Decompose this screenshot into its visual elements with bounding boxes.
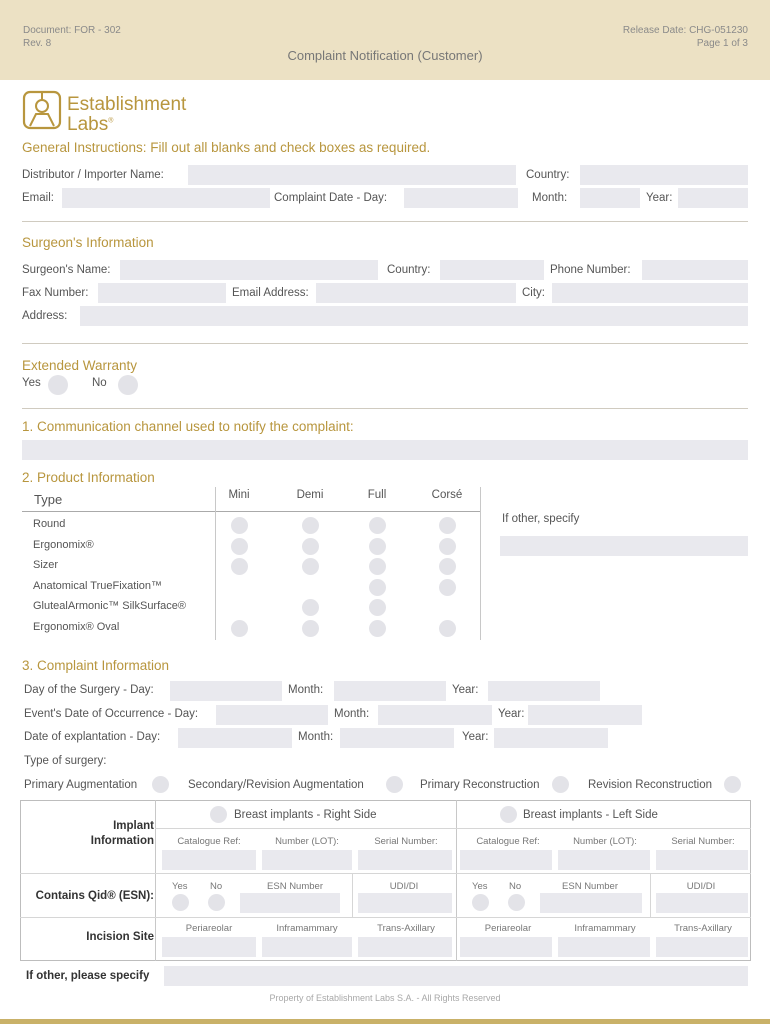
logo-text: Establishment <box>67 94 187 115</box>
explant-day-label: Date of explantation - Day: <box>24 731 161 743</box>
product-option-radio[interactable] <box>439 579 456 596</box>
explant-year-label: Year: <box>462 731 489 743</box>
right-catalogue-label: Catalogue Ref: <box>177 836 241 847</box>
surgeon-country-label: Country: <box>387 264 431 276</box>
right-periareolar-label: Periareolar <box>185 923 233 934</box>
explant-month-label: Month: <box>298 731 334 743</box>
surgery-type-revision-aug-label: Secondary/Revision Augmentation <box>188 779 364 791</box>
surgeon-email-label: Email Address: <box>232 287 309 299</box>
explant-month-field[interactable] <box>340 728 454 748</box>
product-table-vline <box>215 487 216 640</box>
left-esn-field[interactable] <box>540 893 642 913</box>
surgery-day-field[interactable] <box>170 681 282 701</box>
product-col-header: Full <box>367 489 387 501</box>
product-option-radio[interactable] <box>302 538 319 555</box>
product-other-field[interactable] <box>500 536 748 556</box>
right-esn-field[interactable] <box>240 893 340 913</box>
right-udi-field[interactable] <box>358 893 452 913</box>
right-inframammary-label: Inframammary <box>276 923 338 934</box>
right-side-radio[interactable] <box>210 806 227 823</box>
product-option-radio[interactable] <box>302 517 319 534</box>
surgery-month-label: Month: <box>288 684 324 696</box>
product-row-label: Anatomical TrueFixation™ <box>33 580 162 592</box>
product-option-radio[interactable] <box>302 620 319 637</box>
left-transaxillary-label: Trans-Axillary <box>674 923 732 934</box>
right-transaxillary-field[interactable] <box>358 937 452 957</box>
warranty-yes-label: Yes <box>22 377 41 389</box>
channel-field[interactable] <box>22 440 748 460</box>
surgery-year-label: Year: <box>452 684 479 696</box>
email-label: Email: <box>22 192 54 204</box>
city-label: City: <box>522 287 545 299</box>
distributor-field[interactable] <box>188 165 516 185</box>
product-option-radio[interactable] <box>302 558 319 575</box>
footer-text: Property of Establishment Labs S.A. - All Rights Reserved <box>269 993 501 1003</box>
right-transaxillary-label: Trans-Axillary <box>377 923 435 934</box>
surgery-year-field[interactable] <box>488 681 600 701</box>
general-instructions: General Instructions: Fill out all blanks and check boxes as required. <box>22 140 431 155</box>
complaint-month-field[interactable] <box>580 188 640 208</box>
complaint-year-label: Year: <box>646 192 673 204</box>
explant-day-field[interactable] <box>178 728 292 748</box>
surgeon-country-field[interactable] <box>440 260 544 280</box>
left-catalogue-label: Catalogue Ref: <box>476 836 540 847</box>
surgery-type-primary-aug-radio[interactable] <box>152 776 169 793</box>
address-label: Address: <box>22 310 68 322</box>
product-option-radio[interactable] <box>369 579 386 596</box>
complaint-section-title: 3. Complaint Information <box>22 658 170 673</box>
doc-revision: Rev. 8 <box>23 38 52 49</box>
product-row-label: Ergonomix® <box>33 539 94 551</box>
surgery-month-field[interactable] <box>334 681 446 701</box>
product-option-radio[interactable] <box>231 620 248 637</box>
left-side-radio[interactable] <box>500 806 517 823</box>
right-periareolar-field[interactable] <box>162 937 256 957</box>
warranty-section-title: Extended Warranty <box>22 358 138 373</box>
implant-table-vline <box>650 874 651 917</box>
product-col-header: Demi <box>296 489 324 501</box>
doc-number: Document: FOR - 302 <box>23 25 121 36</box>
event-month-label: Month: <box>334 708 370 720</box>
left-qid-yes-radio[interactable] <box>472 894 489 911</box>
implant-table-line <box>20 917 751 918</box>
right-inframammary-field[interactable] <box>262 937 352 957</box>
right-qid-no-label: No <box>210 881 223 892</box>
product-option-radio[interactable] <box>369 538 386 555</box>
warranty-no-label: No <box>92 377 107 389</box>
divider <box>22 221 748 222</box>
right-side-label: Breast implants - Right Side <box>234 809 377 821</box>
product-option-radio[interactable] <box>369 558 386 575</box>
product-table-header-line <box>22 511 480 512</box>
implant-table-vline <box>352 874 353 917</box>
left-lot-label: Number (LOT): <box>573 836 637 847</box>
product-col-header: Mini <box>228 489 250 501</box>
city-field[interactable] <box>552 283 748 303</box>
product-row-label: Ergonomix® Oval <box>33 621 120 633</box>
implant-info-label: Implant Information <box>90 820 154 847</box>
right-qid-no-radio[interactable] <box>208 894 225 911</box>
complaint-day-label: Complaint Date - Day: <box>274 192 388 204</box>
event-month-field[interactable] <box>378 705 492 725</box>
implant-other-field[interactable] <box>164 966 748 986</box>
qid-label: Contains Qid® (ESN): <box>35 890 154 902</box>
product-row-label: GlutealArmonic™ SilkSurface® <box>33 600 186 612</box>
product-option-radio[interactable] <box>439 517 456 534</box>
surgeon-email-field[interactable] <box>316 283 516 303</box>
left-esn-label: ESN Number <box>562 881 618 892</box>
left-qid-no-radio[interactable] <box>508 894 525 911</box>
product-option-radio[interactable] <box>231 517 248 534</box>
country-field[interactable] <box>580 165 748 185</box>
product-option-radio[interactable] <box>439 620 456 637</box>
surgeon-section-title: Surgeon's Information <box>22 235 154 250</box>
right-catalogue-field[interactable] <box>162 850 256 870</box>
surgery-type-primary-recon-radio[interactable] <box>552 776 569 793</box>
footer-bar <box>0 1019 770 1024</box>
incision-label: Incision Site <box>86 931 154 943</box>
product-row-label: Round <box>33 518 66 530</box>
event-year-label: Year: <box>498 708 525 720</box>
implant-table-vline <box>456 800 457 961</box>
left-udi-label: UDI/DI <box>686 881 716 892</box>
surgeon-name-field[interactable] <box>120 260 378 280</box>
event-day-field[interactable] <box>216 705 328 725</box>
right-qid-yes-label: Yes <box>172 881 188 892</box>
implant-table-line <box>20 873 751 874</box>
explant-year-field[interactable] <box>494 728 608 748</box>
left-udi-field[interactable] <box>656 893 748 913</box>
left-serial-label: Serial Number: <box>671 836 735 847</box>
country-label: Country: <box>526 169 570 181</box>
product-option-radio[interactable] <box>369 517 386 534</box>
surgery-type-revision-aug-radio[interactable] <box>386 776 403 793</box>
surgery-type-revision-recon-radio[interactable] <box>724 776 741 793</box>
page-number: Page 1 of 3 <box>696 38 748 49</box>
complaint-year-field[interactable] <box>678 188 748 208</box>
surgery-type-revision-recon-label: Revision Reconstruction <box>588 779 713 791</box>
right-esn-label: ESN Number <box>267 881 323 892</box>
product-option-radio[interactable] <box>439 558 456 575</box>
phone-field[interactable] <box>642 260 748 280</box>
complaint-month-label: Month: <box>532 192 568 204</box>
phone-label: Phone Number: <box>550 264 631 276</box>
product-col-header: Corsé <box>431 489 463 501</box>
warranty-no-radio[interactable] <box>118 375 138 395</box>
left-qid-yes-label: Yes <box>472 881 488 892</box>
distributor-label: Distributor / Importer Name: <box>22 169 164 181</box>
fax-label: Fax Number: <box>22 287 89 299</box>
right-udi-label: UDI/DI <box>389 881 419 892</box>
release-date: Release Date: CHG-051230 <box>622 25 748 36</box>
right-qid-yes-radio[interactable] <box>172 894 189 911</box>
left-periareolar-field[interactable] <box>460 937 552 957</box>
implant-other-label: If other, please specify <box>26 970 150 982</box>
logo-text-2: Labs® <box>67 114 114 135</box>
left-inframammary-label: Inframammary <box>574 923 636 934</box>
left-transaxillary-field[interactable] <box>656 937 748 957</box>
left-serial-field[interactable] <box>656 850 748 870</box>
email-field[interactable] <box>62 188 270 208</box>
product-section-title: 2. Product Information <box>22 470 155 485</box>
left-catalogue-field[interactable] <box>460 850 552 870</box>
product-option-radio[interactable] <box>369 620 386 637</box>
left-lot-field[interactable] <box>558 850 650 870</box>
product-other-label: If other, specify <box>502 513 580 525</box>
product-row-label: Sizer <box>33 559 59 571</box>
product-option-radio[interactable] <box>302 599 319 616</box>
product-option-radio[interactable] <box>231 558 248 575</box>
product-option-radio[interactable] <box>231 538 248 555</box>
product-option-radio[interactable] <box>369 599 386 616</box>
surgery-day-label: Day of the Surgery - Day: <box>24 684 154 696</box>
right-serial-field[interactable] <box>358 850 452 870</box>
event-day-label: Event's Date of Occurrence - Day: <box>24 708 199 720</box>
right-lot-field[interactable] <box>262 850 352 870</box>
fax-field[interactable] <box>98 283 226 303</box>
product-table-vline <box>480 487 481 640</box>
page-header <box>0 0 770 80</box>
event-year-field[interactable] <box>528 705 642 725</box>
left-qid-no-label: No <box>509 881 522 892</box>
right-lot-label: Number (LOT): <box>275 836 339 847</box>
left-inframammary-field[interactable] <box>558 937 650 957</box>
complaint-day-field[interactable] <box>404 188 518 208</box>
product-option-radio[interactable] <box>439 538 456 555</box>
divider <box>22 343 748 344</box>
implant-table-vline <box>155 800 156 961</box>
divider <box>22 408 748 409</box>
warranty-yes-radio[interactable] <box>48 375 68 395</box>
right-serial-label: Serial Number: <box>374 836 438 847</box>
left-side-label: Breast implants - Left Side <box>523 809 658 821</box>
surgeon-name-label: Surgeon's Name: <box>22 264 111 276</box>
type-surgery-label: Type of surgery: <box>24 755 107 767</box>
page-title: Complaint Notification (Customer) <box>287 48 483 63</box>
left-periareolar-label: Periareolar <box>484 923 532 934</box>
type-header: Type <box>34 492 63 507</box>
surgery-type-primary-recon-label: Primary Reconstruction <box>420 779 540 791</box>
surgery-type-primary-aug-label: Primary Augmentation <box>24 779 138 791</box>
implant-table-line <box>155 828 751 829</box>
logo-icon <box>22 90 62 130</box>
address-field[interactable] <box>80 306 748 326</box>
channel-section-title: 1. Communication channel used to notify the complaint: <box>22 419 354 434</box>
